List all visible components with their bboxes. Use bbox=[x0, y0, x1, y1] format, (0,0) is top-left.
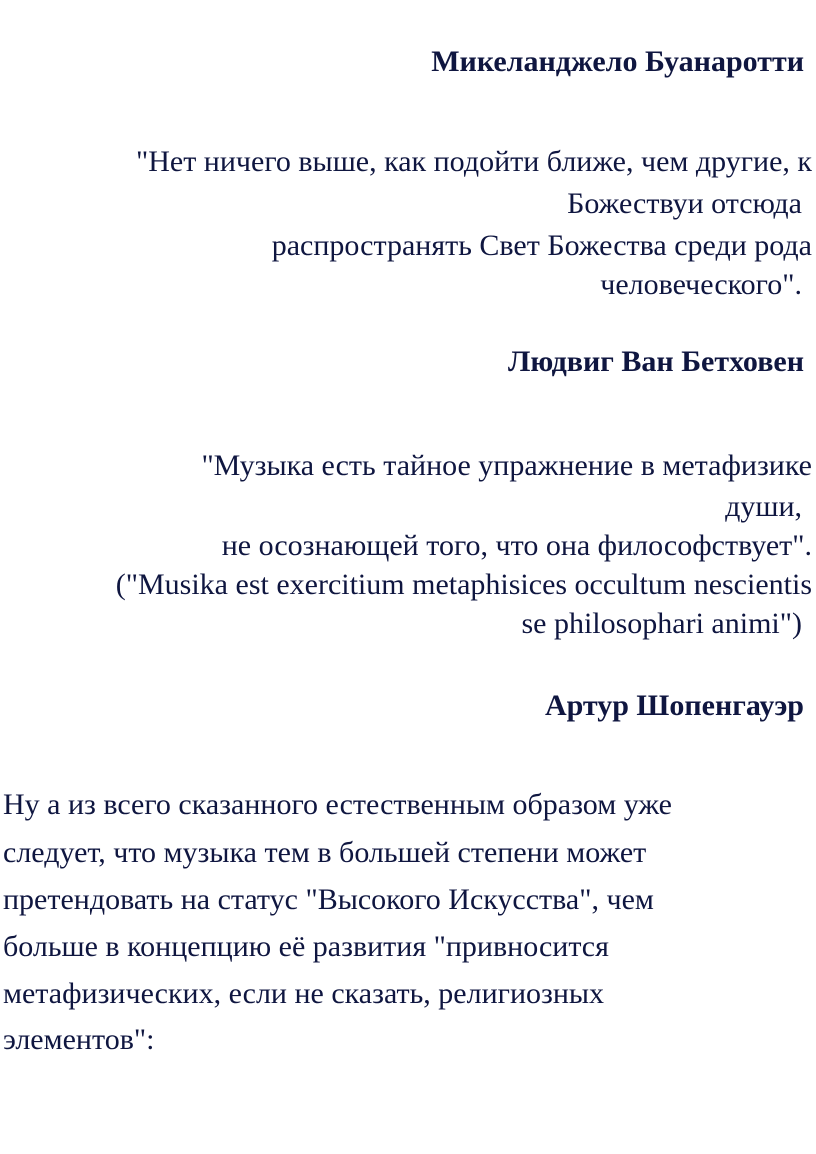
quote-line: ("Musika est exercitium metaphisices occultum nescientis bbox=[115, 568, 812, 601]
quote-line: se philosophari animi") bbox=[521, 607, 802, 640]
paragraph-line: элементов": bbox=[3, 1023, 155, 1056]
paragraph-line: метафизических, если не сказать, религиозных bbox=[3, 977, 605, 1010]
paragraph-line: следует, что музыка тем в большей степени может bbox=[3, 836, 647, 869]
quote-line: души, bbox=[725, 490, 802, 523]
quote-line: не осознающей того, что она философствует". bbox=[221, 529, 812, 562]
quote-author-michelangelo: Микеланджело Буанаротти bbox=[431, 45, 804, 78]
paragraph-line: претендовать на статус "Высокого Искусства", чем bbox=[3, 883, 654, 916]
quote-author-schopenhauer: Артур Шопенгауэр bbox=[544, 689, 804, 722]
quote-line: "Музыка есть тайное упражнение в метафизике bbox=[201, 449, 812, 482]
quote-line: "Нет ничего выше, как подойти ближе, чем другие, к bbox=[135, 145, 812, 178]
quote-line: человеческого". bbox=[600, 268, 802, 301]
paragraph-line: Ну а из всего сказанного естественным образом уже bbox=[3, 788, 672, 821]
quote-line: распространять Свет Божества среди рода bbox=[271, 229, 812, 262]
quote-line: Божествуи отсюда bbox=[567, 187, 802, 220]
paragraph-line: больше в концепцию её развития "привносится bbox=[3, 930, 609, 963]
quote-author-beethoven: Людвиг Ван Бетховен bbox=[508, 345, 804, 378]
